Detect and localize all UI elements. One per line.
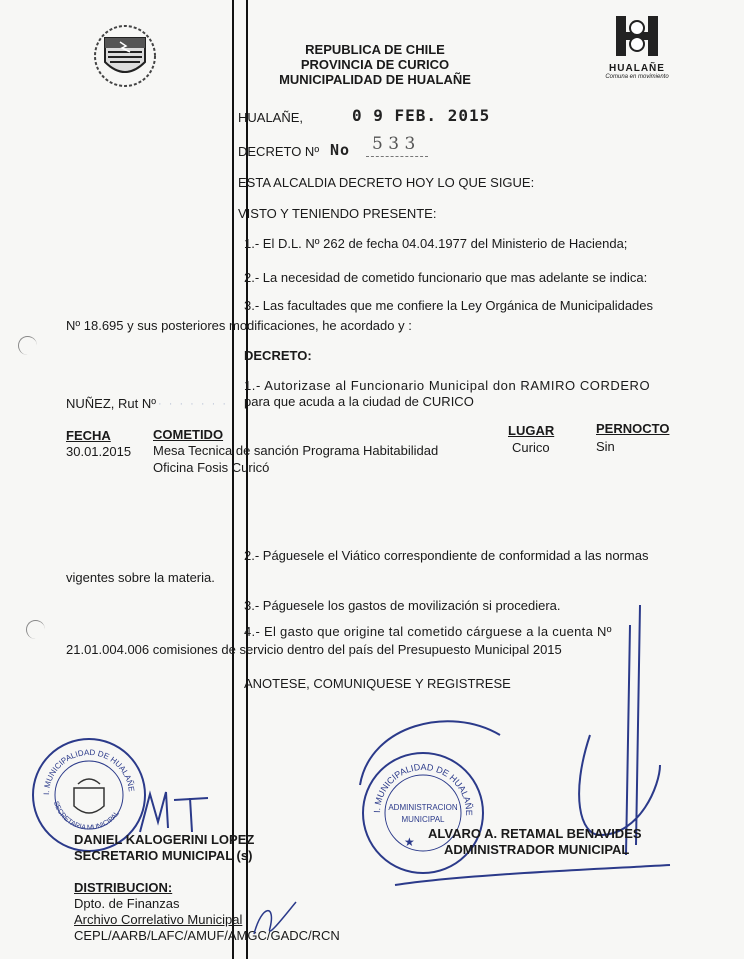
- right-signatory-name: ALVARO A. RETAMAL BENAVIDES: [428, 826, 642, 841]
- distribution-heading: DISTRIBUCION:: [74, 880, 173, 895]
- considerando-item-3a: 3.- Las facultades que me confiere la Ley Orgánica de Municipalidades: [244, 298, 654, 313]
- right-stamp-star-icon: ★: [404, 835, 415, 849]
- rut-redacted: · · · · · · ·: [158, 398, 228, 410]
- right-stamp-inner-1: ADMINISTRACION: [388, 803, 458, 812]
- right-stamp-text: I. MUNICIPALIDAD DE HUALAÑE: [371, 761, 475, 816]
- considerando-item-3b: Nº 18.695 y sus posteriores modificaciones, he acordado y :: [66, 318, 412, 333]
- svg-text:SECRETARIA MUNICIPAL: [52, 800, 121, 831]
- article-3: 3.- Páguesele los gastos de movilización si procediera.: [244, 598, 561, 613]
- initials-signature: [246, 894, 306, 944]
- article-4-line-a: 4.- El gasto que origine tal cometido cárguese a la cuenta Nº: [244, 624, 612, 639]
- table-header-fecha: FECHA: [66, 428, 111, 443]
- header-line-3: MUNICIPALIDAD DE HUALAÑE: [279, 72, 471, 87]
- logo-tagline: Comuna en movimiento: [605, 74, 669, 80]
- left-stamp-text: I. MUNICIPALIDAD DE HUALAÑE: [41, 747, 136, 796]
- distribution-line-3: CEPL/AARB/LAFC/AMUF/AMGC/GADC/RCN: [74, 928, 340, 943]
- header-line-1: REPUBLICA DE CHILE: [305, 42, 445, 57]
- document-header: [250, 42, 500, 87]
- right-signatory-title: ADMINISTRADOR MUNICIPAL: [444, 842, 630, 857]
- decree-number-label: DECRETO Nº: [238, 144, 320, 159]
- article-1-line-a: 1.- Autorizase al Funcionario Municipal don RAMIRO CORDERO: [244, 378, 651, 393]
- punch-hole-top: [18, 336, 37, 355]
- decree-intro: ESTA ALCALDIA DECRETO HOY LO QUE SIGUE:: [238, 175, 535, 190]
- considerando-item-1: 1.- El D.L. Nº 262 de fecha 04.04.1977 del Ministerio de Hacienda;: [244, 236, 628, 251]
- article-2-line-a: 2.- Páguesele el Viático correspondiente de conformidad a las normas: [244, 548, 649, 563]
- punch-hole-bottom: [26, 620, 45, 639]
- article-4-line-b: 21.01.004.006 comisiones de servicio dentro del país del Presupuesto Municipal 2015: [66, 642, 562, 657]
- hualane-logo: [604, 14, 670, 80]
- article-2-line-b: vigentes sobre la materia.: [66, 570, 215, 585]
- distribution-line-1: Dpto. de Finanzas: [74, 896, 180, 911]
- table-cell-cometido-2: Oficina Fosis Curicó: [153, 460, 270, 475]
- table-cell-cometido-1: Mesa Tecnica de sanción Programa Habitabilidad: [153, 443, 439, 458]
- decree-number-value: 5 3 3: [372, 134, 416, 154]
- table-header-lugar: LUGAR: [508, 423, 555, 438]
- considerando-item-2: 2.- La necesidad de cometido funcionario que mas adelante se indica:: [244, 270, 648, 285]
- distribution-line-2: Archivo Correlativo Municipal: [74, 912, 243, 927]
- table-header-cometido: COMETIDO: [153, 427, 224, 442]
- visto-heading: VISTO Y TENIENDO PRESENTE:: [238, 206, 437, 221]
- decree-number-prefix: No: [330, 141, 351, 159]
- decreto-heading: DECRETO:: [244, 348, 312, 363]
- hualane-logo-icon: [612, 14, 662, 58]
- left-stamp-bottom-text: SECRETARIA MUNICIPAL: [51, 800, 121, 832]
- left-signatory-name: DANIEL KALOGERINI LOPEZ: [74, 832, 255, 847]
- article-1-line-b-end: para que acuda a la ciudad de CURICO: [244, 394, 474, 409]
- table-cell-pernocto: Sin: [596, 439, 615, 454]
- binding-line-left: [232, 0, 234, 959]
- table-cell-lugar: Curico: [512, 440, 550, 455]
- closing-statement: ANOTESE, COMUNIQUESE Y REGISTRESE: [244, 676, 511, 691]
- decree-place: HUALAÑE,: [238, 110, 304, 125]
- decree-date-stamp: 0 9 FEB. 2015: [352, 106, 491, 125]
- left-signatory-title: SECRETARIO MUNICIPAL (s): [74, 848, 253, 863]
- table-header-pernocto: PERNOCTO: [596, 421, 670, 436]
- logo-name: HUALAÑE: [609, 63, 665, 74]
- municipal-crest-icon: [92, 22, 158, 88]
- article-1-line-b-start: NUÑEZ, Rut Nº: [66, 396, 156, 411]
- decree-number-underline: [366, 156, 428, 157]
- header-line-2: PROVINCIA DE CURICO: [300, 57, 450, 72]
- table-cell-fecha: 30.01.2015: [66, 444, 132, 459]
- right-stamp-inner-2: MUNICIPAL: [401, 815, 445, 824]
